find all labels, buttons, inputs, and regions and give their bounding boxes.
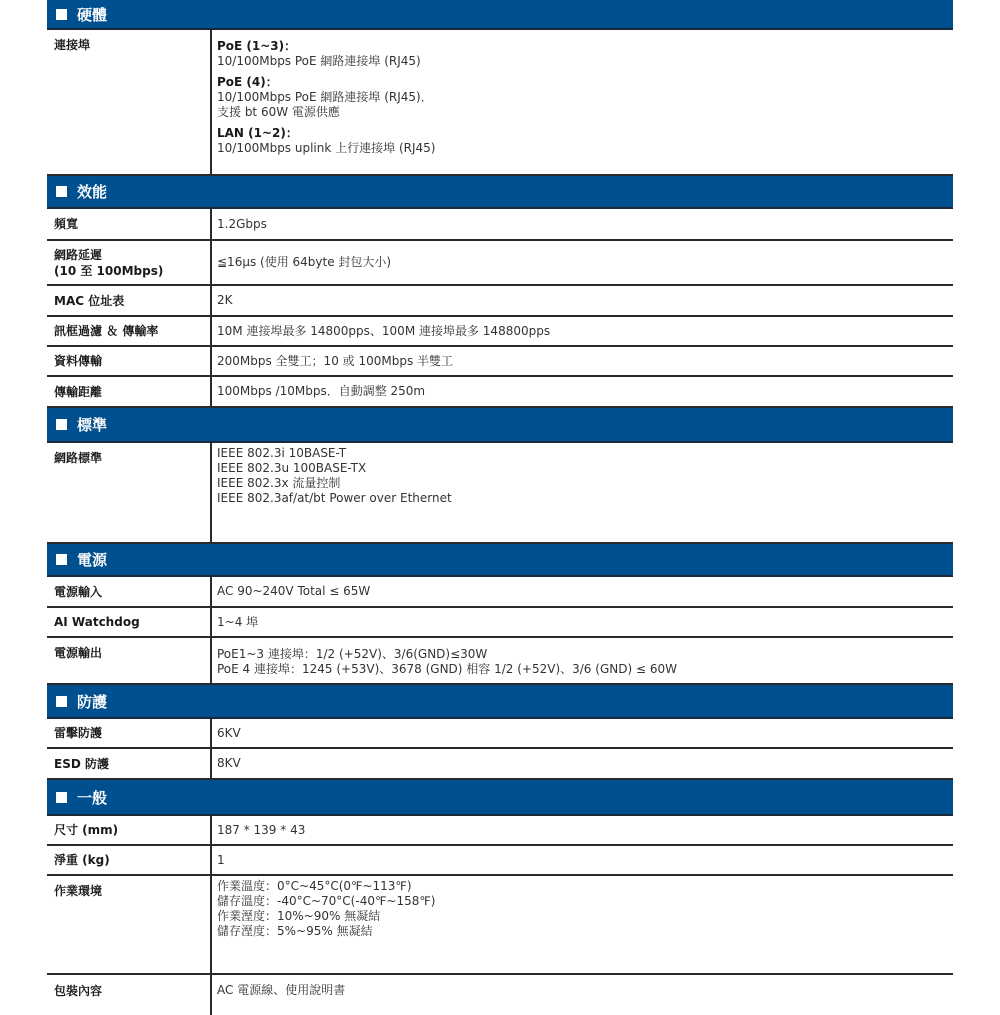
label-text: 資料傳輸	[54, 354, 103, 368]
row-label	[47, 209, 212, 239]
row-label	[47, 638, 212, 683]
label-text: 電源輸出	[54, 646, 103, 660]
label-text: 頻寬	[54, 217, 79, 231]
label-text: 網路延遲	[54, 247, 103, 262]
row-value	[212, 209, 953, 239]
row-value	[212, 577, 953, 606]
value-text: 2K	[217, 293, 233, 307]
row-label	[47, 317, 212, 345]
row-value	[212, 317, 953, 345]
section-title: 效能	[77, 183, 108, 201]
row-value	[212, 816, 953, 844]
spec-row-surge-protection	[47, 719, 953, 749]
standard-line: IEEE 802.3x 流量控制	[217, 476, 341, 490]
port-group	[217, 75, 953, 120]
row-label	[47, 241, 212, 284]
label-text: MAC 位址表	[54, 293, 125, 308]
spec-row-environment	[47, 876, 953, 975]
row-label	[47, 286, 212, 315]
port-group-heading: PoE (4)：	[217, 75, 278, 89]
label-text: 電源輸入	[54, 584, 103, 599]
label-text: 尺寸 (mm)	[54, 823, 119, 837]
standard-line: IEEE 802.3i 10BASE-T	[217, 446, 347, 460]
row-label	[47, 975, 212, 1015]
port-group-line: 10/100Mbps PoE 網路連接埠 (RJ45)．	[217, 90, 433, 104]
spec-row-distance	[47, 377, 953, 408]
port-group	[217, 39, 953, 69]
power-output-line: PoE 4 連接埠：1245 (+53V)、3678 (GND) 相容 1/2 (+52V)、3/6 (GND) ≤ 60W	[217, 662, 677, 676]
section-title: 一般	[77, 788, 108, 807]
square-bullet-icon	[56, 696, 67, 707]
value-text: 6KV	[217, 725, 241, 740]
port-group-heading: PoE (1~3)：	[217, 39, 297, 53]
spec-row-data-transfer	[47, 347, 953, 377]
standard-line: IEEE 802.3u 100BASE-TX	[217, 461, 367, 475]
port-group-line: 支援 bt 60W 電源供應	[217, 105, 340, 119]
spec-row-esd-protection	[47, 749, 953, 780]
row-value	[212, 638, 953, 683]
row-value	[212, 241, 953, 284]
spec-row-latency	[47, 241, 953, 286]
label-text: 作業環境	[54, 884, 103, 898]
square-bullet-icon	[56, 419, 67, 430]
row-value	[212, 443, 953, 542]
row-label	[47, 577, 212, 606]
row-value	[212, 846, 953, 874]
row-value	[212, 719, 953, 747]
row-value	[212, 286, 953, 315]
label-text: ESD 防護	[54, 756, 109, 771]
section-title: 電源	[77, 551, 108, 569]
section-header-standards	[47, 408, 953, 443]
environment-line: 作業溼度：10%~90% 無凝結	[217, 909, 381, 923]
row-label	[47, 608, 212, 636]
spec-row-bandwidth	[47, 209, 953, 241]
row-label	[47, 816, 212, 844]
section-header-performance	[47, 176, 953, 209]
port-group-heading: LAN (1~2)：	[217, 126, 298, 140]
spec-row-dimensions	[47, 816, 953, 846]
value-text: 1.2Gbps	[217, 216, 267, 231]
port-group-line: 10/100Mbps PoE 網路連接埠 (RJ45)	[217, 54, 421, 68]
environment-line: 作業溫度：0°C~45°C(0℉~113℉)	[217, 879, 412, 893]
section-header-hardware	[47, 0, 953, 30]
spec-row-ports	[47, 30, 953, 176]
square-bullet-icon	[56, 186, 67, 197]
label-text: 雷擊防護	[54, 726, 103, 740]
section-title: 標準	[77, 416, 108, 434]
spec-row-weight	[47, 846, 953, 876]
label-text: AI Watchdog	[54, 615, 140, 629]
square-bullet-icon	[56, 9, 67, 20]
square-bullet-icon	[56, 554, 67, 565]
row-label	[47, 749, 212, 778]
value-text: ≦16μs (使用 64byte 封包大小)	[217, 255, 392, 269]
label-text: 連接埠	[54, 38, 91, 52]
square-bullet-icon	[56, 792, 67, 803]
spec-row-ai-watchdog	[47, 608, 953, 638]
section-header-general	[47, 780, 953, 816]
value-text: 100Mbps /10Mbps．自動調整 250m	[217, 384, 426, 398]
row-value	[212, 347, 953, 375]
row-value	[212, 876, 953, 973]
row-value	[212, 30, 953, 174]
row-value	[212, 749, 953, 778]
row-label	[47, 377, 212, 406]
spec-row-power-output	[47, 638, 953, 685]
section-title: 硬體	[77, 5, 108, 24]
value-text: 1~4 埠	[217, 614, 259, 629]
section-header-power	[47, 544, 953, 577]
row-value	[212, 975, 953, 1015]
spec-row-mac-table	[47, 286, 953, 317]
value-text: AC 90~240V Total ≤ 65W	[217, 584, 371, 598]
row-label	[47, 719, 212, 747]
port-group-line: 10/100Mbps uplink 上行連接埠 (RJ45)	[217, 141, 436, 155]
row-value	[212, 608, 953, 636]
value-text: AC 電源線、使用說明書	[217, 983, 346, 997]
label-text: 訊框過濾 ＆ 傳輸率	[54, 324, 159, 338]
spec-row-package-contents	[47, 975, 953, 1015]
spec-table	[47, 0, 953, 1015]
spec-row-network-standards	[47, 443, 953, 544]
value-text: 200Mbps 全雙工；10 或 100Mbps 半雙工	[217, 353, 454, 368]
value-text: 187 * 139 * 43	[217, 822, 306, 837]
label-text: 包裝內容	[54, 984, 103, 998]
standard-line: IEEE 802.3af/at/bt Power over Ethernet	[217, 491, 452, 505]
section-header-protection	[47, 685, 953, 719]
spec-row-frame-filtering	[47, 317, 953, 347]
row-label	[47, 876, 212, 973]
environment-line: 儲存溼度：5%~95% 無凝結	[217, 924, 373, 938]
row-value	[212, 377, 953, 406]
row-label	[47, 846, 212, 874]
label-subtext: (10 至 100Mbps)	[54, 263, 164, 278]
value-text: 10M 連接埠最多 14800pps、100M 連接埠最多 148800pps	[217, 323, 551, 338]
value-text: 1	[217, 852, 225, 867]
environment-line: 儲存溫度：-40°C~70°C(-40℉~158℉)	[217, 894, 436, 908]
power-output-line: PoE1~3 連接埠：1/2 (+52V)、3/6(GND)≤30W	[217, 647, 488, 661]
section-title: 防護	[77, 692, 108, 711]
row-label	[47, 443, 212, 542]
spec-row-power-input	[47, 577, 953, 608]
port-group	[217, 126, 953, 156]
label-text: 傳輸距離	[54, 384, 103, 399]
row-label	[47, 30, 212, 174]
row-label	[47, 347, 212, 375]
label-text: 淨重 (kg)	[54, 853, 110, 867]
label-text: 網路標準	[54, 451, 103, 465]
value-text: 8KV	[217, 756, 241, 770]
